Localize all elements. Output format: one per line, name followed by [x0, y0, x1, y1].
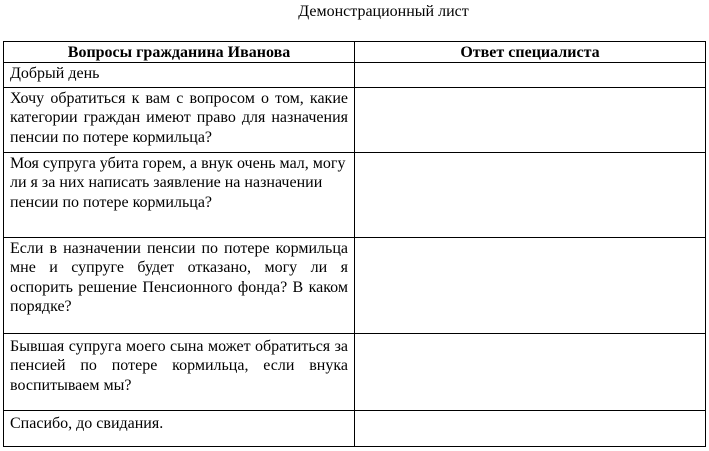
header-answers: Ответ специалиста [355, 42, 706, 63]
question-cell-farewell: Спасибо, до свидания. [4, 411, 355, 447]
answer-cell-farewell[interactable] [355, 411, 706, 447]
answer-cell-former-spouse[interactable] [355, 334, 706, 411]
question-cell-categories: Хочу обратиться к вам с вопросом о том, какие категории граждан имеют право для назначения пенсии по потере кормильца? [4, 88, 355, 153]
table-row [4, 238, 706, 334]
table-row [4, 334, 706, 411]
page-title: Демонстрационный лист [298, 3, 469, 20]
table-row [4, 153, 706, 238]
question-cell-application: Моя супруга убита горем, а внук очень мал, могу ли я за них написать заявление на назначении пенсии по потере кормильца? [4, 153, 355, 238]
question-cell-appeal: Если в назначении пенсии по потере кормильца мне и супруге будет отказано, могу ли я оспорить решение Пенсионного фонда? В каком порядке? [4, 238, 355, 334]
question-cell-greeting: Добрый день [4, 63, 355, 88]
table-row [4, 88, 706, 153]
header-questions: Вопросы гражданина Иванова [4, 42, 355, 63]
answer-cell-appeal[interactable] [355, 238, 706, 334]
answer-cell-application[interactable] [355, 153, 706, 238]
table-row [4, 63, 706, 88]
table-header-row [4, 42, 706, 63]
table-row [4, 411, 706, 447]
question-cell-former-spouse: Бывшая супруга моего сына может обратиться за пенсией по потере кормильца, если внука воспитываем мы? [4, 334, 355, 411]
answer-cell-greeting[interactable] [355, 63, 706, 88]
questions-answers-table [3, 41, 706, 447]
answer-cell-categories[interactable] [355, 88, 706, 153]
